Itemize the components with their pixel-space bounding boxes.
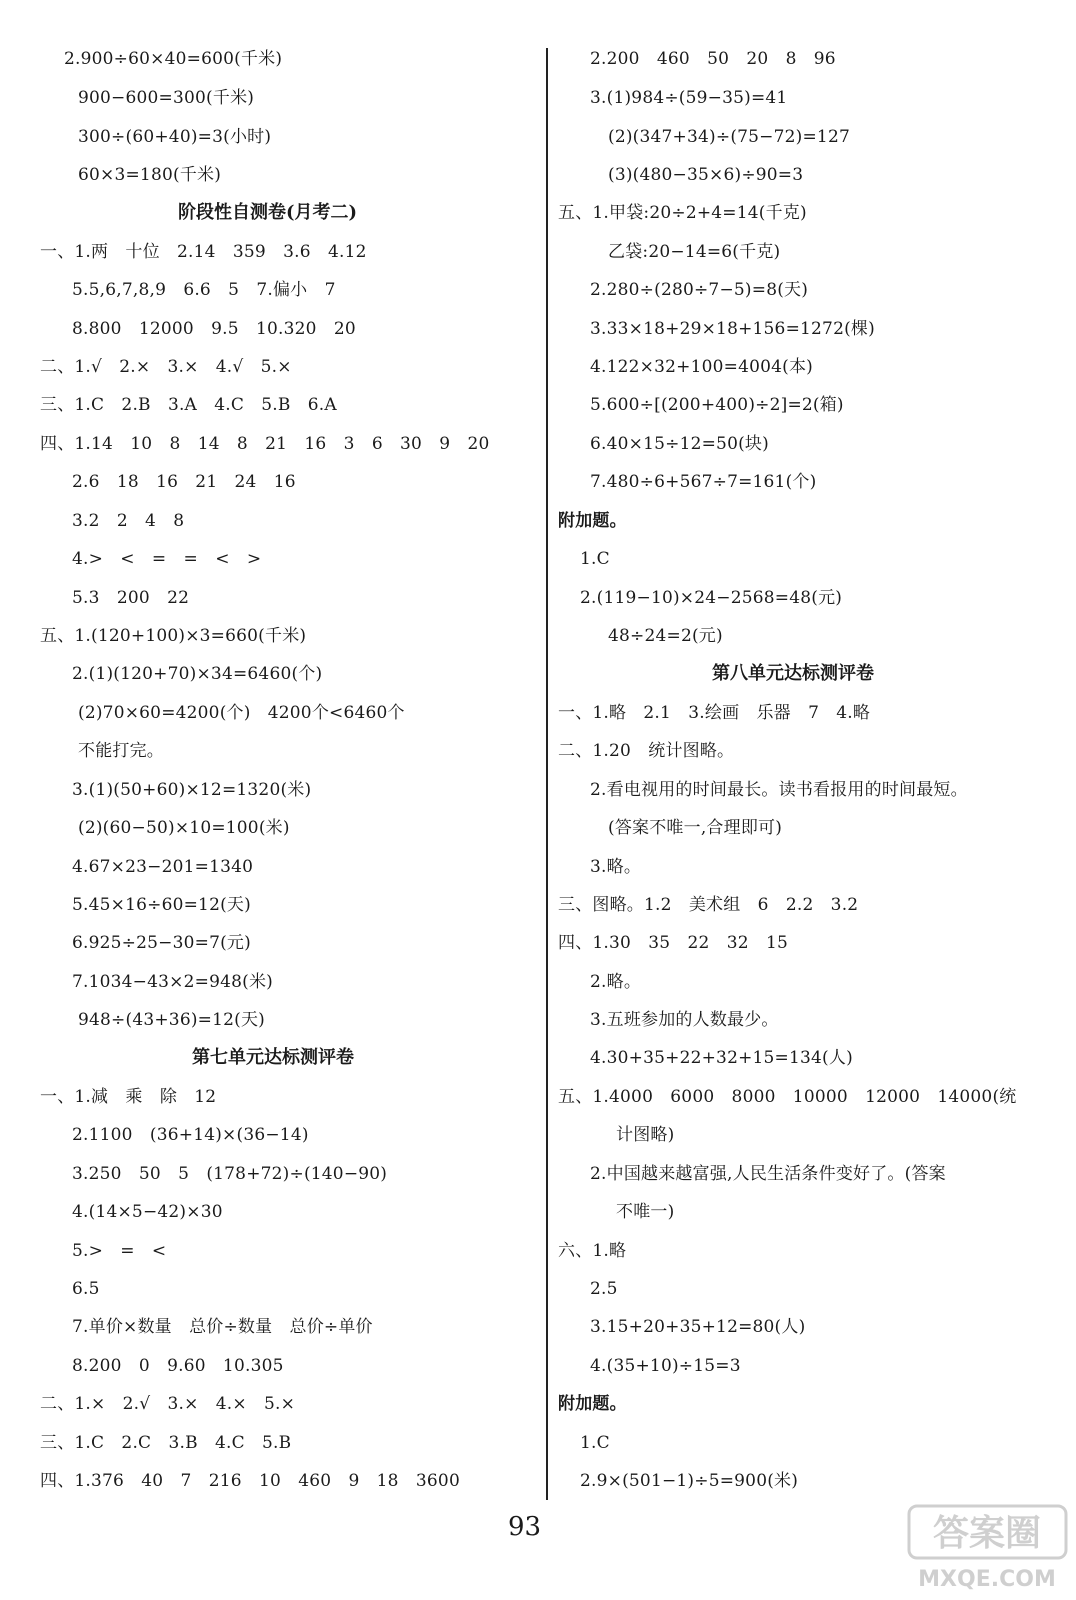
answer-line: 五、1.(120+100)×3=660(千米) [40,626,307,646]
answer-line: 48÷24=2(元) [608,626,723,646]
answer-line: 2.5 [590,1279,618,1299]
answer-line: 二、1.20 统计图略。 [558,741,735,761]
answer-line: 8.200 0 9.60 10.305 [72,1356,284,1376]
answer-line: 一、1.两 十位 2.14 359 3.6 4.12 [40,242,367,262]
answer-line: 四、1.14 10 8 14 8 21 16 3 6 30 9 20 [40,434,490,454]
answer-line: 6.5 [72,1279,100,1299]
answer-line: 四、1.30 35 22 32 15 [558,933,788,953]
page-number: 93 [508,1512,542,1542]
answer-line: (2)70×60=4200(个) 4200个<6460个 [78,703,405,723]
answer-line: (答案不唯一,合理即可) [608,818,783,838]
answer-line: 2.(119−10)×24−2568=48(元) [580,588,843,608]
answer-line: 6.925÷25−30=7(元) [72,933,251,953]
bonus-heading: 附加题。 [558,1394,627,1414]
section-heading: 第八单元达标测评卷 [712,663,874,684]
answer-line: 5.3 200 22 [72,588,190,608]
answer-line: 3.(1)984÷(59−35)=41 [590,88,788,108]
answer-line: 4.(35+10)÷15=3 [590,1356,741,1376]
answer-line: 五、1.4000 6000 8000 10000 12000 14000(统 [558,1087,1017,1107]
answer-line: 2.9×(501−1)÷5=900(米) [580,1471,799,1491]
answer-line: 1.C [580,1433,610,1453]
answer-line: 不能打完。 [78,741,164,761]
answer-line: 2.900÷60×40=600(千米) [64,49,283,69]
answer-line: 计图略) [616,1125,675,1145]
answer-line: 2.6 18 16 21 24 16 [72,472,296,492]
answer-line: 2.1100 (36+14)×(36−14) [72,1125,309,1145]
answer-line: 948÷(43+36)=12(天) [78,1010,266,1030]
answer-line: 5.600÷[(200+400)÷2]=2(箱) [590,395,844,415]
answer-line: 5.> = < [72,1241,167,1261]
answer-line: 一、1.略 2.1 3.绘画 乐器 7 4.略 [558,703,871,723]
watermark-url: MXQE.COM [918,1567,1056,1592]
column-divider [546,48,548,1500]
answer-line: 5.45×16÷60=12(天) [72,895,251,915]
answer-line: 5.5,6,7,8,9 6.6 5 7.偏小 7 [72,280,336,300]
bonus-heading: 附加题。 [558,511,627,531]
answer-line: 6.40×15÷12=50(块) [590,434,769,454]
answer-line: 2.280÷(280÷7−5)=8(天) [590,280,809,300]
answer-line: 7.1034−43×2=948(米) [72,972,273,992]
section-heading: 第七单元达标测评卷 [192,1047,354,1068]
answer-line: 3.250 50 5 (178+72)÷(140−90) [72,1164,388,1184]
answer-line: 2.看电视用的时间最长。读书看报用的时间最短。 [590,780,968,800]
answer-line: 900−600=300(千米) [78,88,255,108]
answer-line: 3.略。 [590,857,642,877]
answer-line: 2.(1)(120+70)×34=6460(个) [72,664,323,684]
answer-line: (2)(60−50)×10=100(米) [78,818,290,838]
answer-line: 7.单价×数量 总价÷数量 总价÷单价 [72,1317,373,1337]
answer-line: 2.200 460 50 20 8 96 [590,49,836,69]
answer-line: 4.> < = = < > [72,549,262,569]
answer-line: 四、1.376 40 7 216 10 460 9 18 3600 [40,1471,460,1491]
answer-line: 3.2 2 4 8 [72,511,185,531]
answer-line: 2.中国越来越富强,人民生活条件变好了。(答案 [590,1164,946,1184]
answer-line: 3.15+20+35+12=80(人) [590,1317,806,1337]
answer-line: 五、1.甲袋:20÷2+4=14(千克) [558,203,807,223]
watermark-text: 答案圈 [932,1513,1042,1554]
answer-line: 一、1.减 乘 除 12 [40,1087,217,1107]
answer-line: 300÷(60+40)=3(小时) [78,127,272,147]
answer-line: 2.略。 [590,972,642,992]
answer-line: 8.800 12000 9.5 10.320 20 [72,319,356,339]
answer-line: 三、图略。1.2 美术组 6 2.2 3.2 [558,895,859,915]
answer-line: 1.C [580,549,610,569]
answer-line: 三、1.C 2.C 3.B 4.C 5.B [40,1433,292,1453]
answer-line: 二、1.√ 2.× 3.× 4.√ 5.× [40,357,292,377]
answer-line: 4.(14×5−42)×30 [72,1202,223,1222]
answer-line: (3)(480−35×6)÷90=3 [608,165,804,185]
answer-line: 六、1.略 [558,1241,627,1261]
answer-line: 3.(1)(50+60)×12=1320(米) [72,780,312,800]
answer-line: 三、1.C 2.B 3.A 4.C 5.B 6.A [40,395,337,415]
answer-line: 不唯一) [616,1202,675,1222]
section-heading: 阶段性自测卷(月考二) [178,202,358,223]
answer-line: 4.67×23−201=1340 [72,857,254,877]
watermark-logo [905,1500,1070,1595]
answer-line: 乙袋:20−14=6(千克) [608,242,781,262]
answer-line: 60×3=180(千米) [78,165,222,185]
answer-line: 7.480÷6+567÷7=161(个) [590,472,817,492]
answer-line: 二、1.× 2.√ 3.× 4.× 5.× [40,1394,296,1414]
answer-line: 3.五班参加的人数最少。 [590,1010,779,1030]
answer-line: 4.122×32+100=4004(本) [590,357,814,377]
answer-line: 4.30+35+22+32+15=134(人) [590,1048,853,1068]
answer-line: 3.33×18+29×18+156=1272(棵) [590,319,875,339]
answer-line: (2)(347+34)÷(75−72)=127 [608,127,850,147]
